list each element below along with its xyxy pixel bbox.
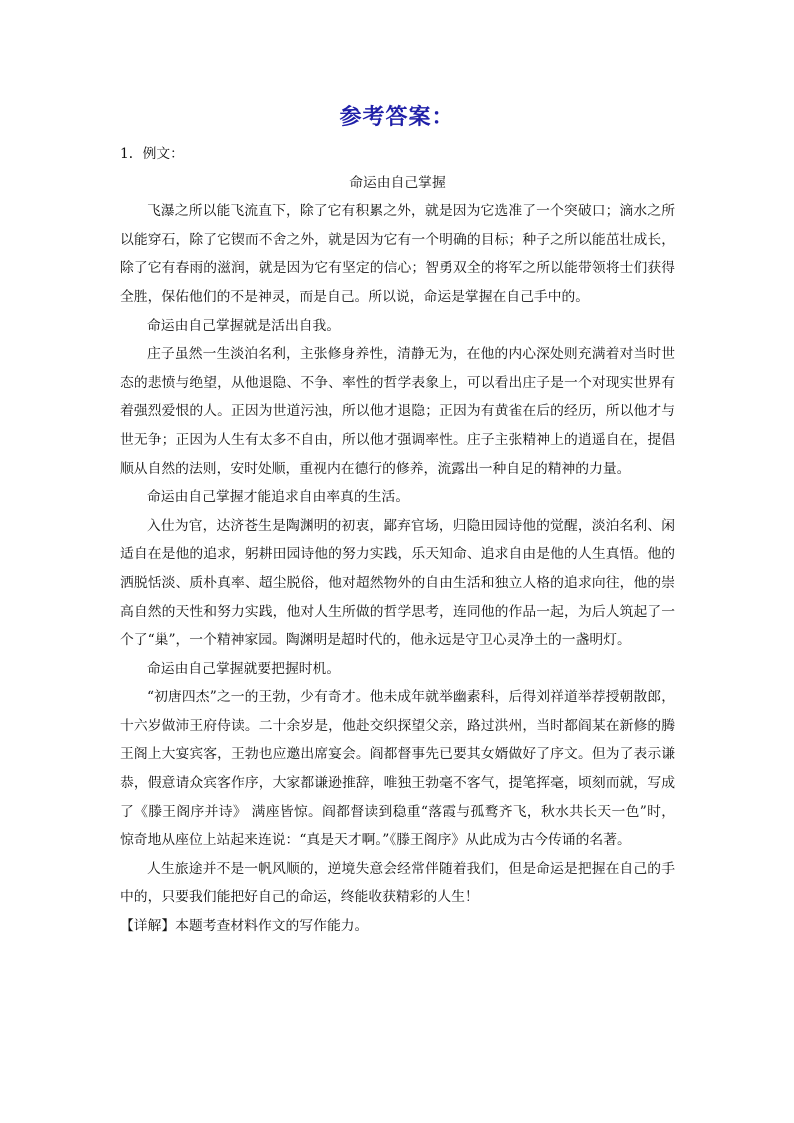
detail-note: 【详解】本题考查材料作文的写作能力。 xyxy=(120,918,369,935)
paragraph-line: 入仕为官，达济苍生是陶渊明的初衷，鄙弃官场，归隐田园诗他的觉醒，淡泊名利、闲 xyxy=(147,517,675,534)
paragraph-line: 顺从自然的法则，安时处顺，重视内在德行的修养，流露出一种自足的精神的力量。 xyxy=(120,460,631,477)
paragraph-line: 洒脱恬淡、质朴真率、超尘脱俗，他对超然物外的自由生活和独立人格的追求向往，他的崇 xyxy=(120,574,675,591)
paragraph-line: 了《滕王阁序并诗》 满座皆惊。阎都督读到稳重“落霞与孤鹜齐飞，秋水共长天一色”时， xyxy=(120,803,675,820)
section-heading: 命运由自己掌握就要把握时机。 xyxy=(147,660,341,677)
question-number: 1．例文： xyxy=(120,146,184,162)
paragraph-line: 惊奇地从座位上站起来连说：“真是天才啊。”《滕王阁序》从此成为古今传诵的名著。 xyxy=(120,832,631,849)
paragraph-line: 全胜，保佑他们的不是神灵，而是自己。所以说，命运是掌握在自己手中的。 xyxy=(120,288,590,305)
paragraph-line: 十六岁做沛王府侍读。二十余岁是，他赴交织探望父亲，路过洪州，当时都阎某在新修的腾 xyxy=(120,717,675,734)
paragraph-line: 中的，只要我们能把好自己的命运，终能收获精彩的人生！ xyxy=(120,889,479,906)
paragraph-line: 飞瀑之所以能飞流直下，除了它有积累之外，就是因为它选准了一个突破口；滴水之所 xyxy=(147,203,675,220)
paragraph-line: “初唐四杰”之一的王勃，少有奇才。他未成年就举幽素科，后得刘祥道举荐授朝散郎， xyxy=(147,689,675,706)
paragraph-line: 高自然的天性和努力实践，他对人生所做的哲学思考，连同他的作品一起，为后人筑起了一 xyxy=(120,603,675,620)
paragraph-line: 适自在是他的追求，躬耕田园诗他的努力实践，乐天知命、追求自由是他的人生真悟。他的 xyxy=(120,546,675,563)
paragraph-line: 王阁上大宴宾客，王勃也应邀出席宴会。阎都督事先已要其女婿做好了序文。但为了表示谦 xyxy=(120,746,675,763)
paragraph-line: 人生旅途并不是一帆风顺的，逆境失意会经常伴随着我们，但是命运是把握在自己的手 xyxy=(147,860,675,877)
paragraph-line: 以能穿石，除了它锲而不舍之外，就是因为它有一个明确的目标；种子之所以能茁壮成长， xyxy=(120,231,675,248)
paragraph-line: 庄子虽然一生淡泊名利，主张修身养性，清静无为，在他的内心深处则充满着对当时世 xyxy=(147,346,675,363)
section-heading: 命运由自己掌握才能追求自由率真的生活。 xyxy=(147,489,410,506)
section-heading: 命运由自己掌握就是活出自我。 xyxy=(147,317,341,334)
paragraph-line: 个了“巢”，一个精神家园。陶渊明是超时代的，他永远是守卫心灵净土的一盏明灯。 xyxy=(120,632,631,649)
paragraph-line: 态的悲愤与绝望，从他退隐、不争、率性的哲学表象上，可以看出庄子是一个对现实世界有 xyxy=(120,374,675,391)
paragraph-line: 除了它有春雨的滋润，就是因为它有坚定的信心；智勇双全的将军之所以能带领将士们获得 xyxy=(120,260,675,277)
paragraph-line: 恭，假意请众宾客作序，大家都谦逊推辞，唯独王勃毫不客气，提笔挥毫，顷刻而就，写成 xyxy=(120,775,675,792)
essay-title: 命运由自己掌握 xyxy=(349,174,446,191)
paragraph-line: 世无争；正因为人生有太多不自由，所以他才强调率性。庄子主张精神上的逍遥自在，提倡 xyxy=(120,431,675,448)
paragraph-line: 着强烈爱恨的人。正因为世道污浊，所以他才退隐；正因为有黄雀在后的经历，所以他才与 xyxy=(120,403,675,420)
answer-content xyxy=(120,140,675,941)
answer-heading: 参考答案： xyxy=(339,105,455,130)
